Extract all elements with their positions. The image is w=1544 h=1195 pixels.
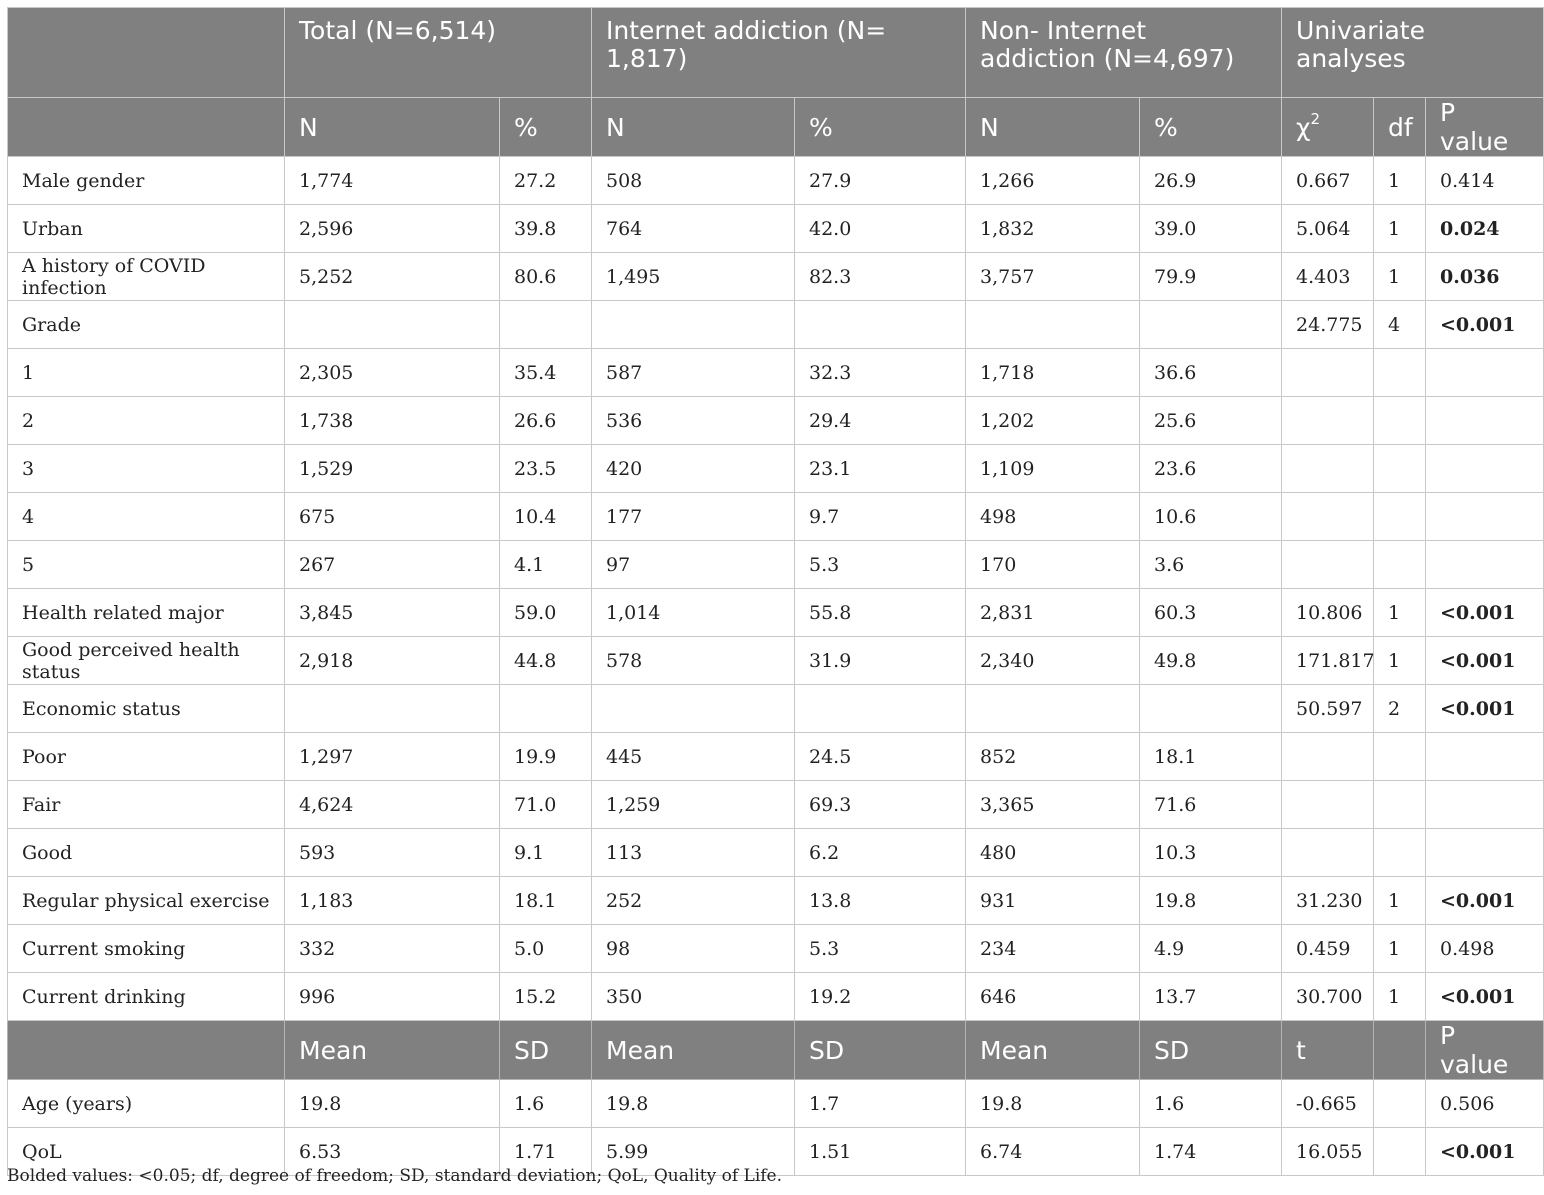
- table-cell: 0.459: [1282, 925, 1374, 973]
- header-univariate: Univariate analyses: [1282, 8, 1544, 98]
- table-cell: 71.6: [1140, 781, 1282, 829]
- subheader-p-value: P value: [1426, 1021, 1544, 1080]
- header-internet-addiction: Internet addiction (N= 1,817): [592, 8, 966, 98]
- table-row: [8, 685, 1544, 733]
- table-footnote: Bolded values: <0.05; df, degree of freedom; SD, standard deviation; QoL, Quality of Life.: [7, 1166, 783, 1186]
- table-cell: 420: [592, 445, 795, 493]
- p-value-cell: [1426, 541, 1544, 589]
- table-cell: 10.3: [1140, 829, 1282, 877]
- table-cell: -0.665: [1282, 1080, 1374, 1128]
- p-value-cell: [1426, 781, 1544, 829]
- table-row: [8, 493, 1544, 541]
- table-body-categorical: [8, 157, 1544, 1021]
- table-row: [8, 829, 1544, 877]
- header-n: N: [966, 98, 1140, 157]
- table-row: [8, 973, 1544, 1021]
- p-value-cell: [1426, 493, 1544, 541]
- table-cell: 1,297: [285, 733, 500, 781]
- table-cell: [966, 685, 1140, 733]
- table-cell: 15.2: [500, 973, 592, 1021]
- table-cell: 1.74: [1140, 1128, 1282, 1176]
- table-row: [8, 349, 1544, 397]
- table-cell: 69.3: [795, 781, 966, 829]
- table-cell: 24.5: [795, 733, 966, 781]
- table-cell: 59.0: [500, 589, 592, 637]
- table-body-continuous: [8, 1021, 1544, 1176]
- table-cell: 1,266: [966, 157, 1140, 205]
- table-cell: 1,259: [592, 781, 795, 829]
- table-cell: [1374, 349, 1426, 397]
- table-cell: 480: [966, 829, 1140, 877]
- characteristics-table: [7, 7, 1544, 1176]
- header-total: Total (N=6,514): [285, 8, 592, 98]
- table-cell: 852: [966, 733, 1140, 781]
- table-cell: 36.6: [1140, 349, 1282, 397]
- table-cell: 19.2: [795, 973, 966, 1021]
- table-cell: 6.74: [966, 1128, 1140, 1176]
- table-cell: 578: [592, 637, 795, 685]
- table-cell: 1,014: [592, 589, 795, 637]
- table-cell: [1282, 541, 1374, 589]
- table-cell: 31.230: [1282, 877, 1374, 925]
- table-row: [8, 589, 1544, 637]
- table-cell: 98: [592, 925, 795, 973]
- table-cell: [1140, 301, 1282, 349]
- row-label: QoL: [8, 1128, 285, 1176]
- table-cell: 80.6: [500, 253, 592, 301]
- table-row: [8, 541, 1544, 589]
- p-value-cell: <0.001: [1426, 685, 1544, 733]
- p-value-cell: [1426, 733, 1544, 781]
- table-cell: 10.6: [1140, 493, 1282, 541]
- chi-symbol: χ: [1296, 112, 1311, 142]
- table-cell: 764: [592, 205, 795, 253]
- p-value-cell: <0.001: [1426, 301, 1544, 349]
- row-label: Age (years): [8, 1080, 285, 1128]
- table-cell: 646: [966, 973, 1140, 1021]
- row-label: Fair: [8, 781, 285, 829]
- header-chi-square: [1282, 98, 1374, 157]
- table-cell: 1.6: [1140, 1080, 1282, 1128]
- p-value-cell: <0.001: [1426, 637, 1544, 685]
- table-cell: 170: [966, 541, 1140, 589]
- table-cell: [1374, 1080, 1426, 1128]
- header-row-groups: [8, 8, 1544, 98]
- p-value-cell: [1426, 445, 1544, 493]
- table-cell: 113: [592, 829, 795, 877]
- subheader-empty: [8, 1021, 285, 1080]
- table-cell: 2,596: [285, 205, 500, 253]
- table-cell: 19.8: [966, 1080, 1140, 1128]
- table-cell: 23.1: [795, 445, 966, 493]
- table-cell: [1282, 349, 1374, 397]
- table-cell: 16.055: [1282, 1128, 1374, 1176]
- table-cell: [795, 301, 966, 349]
- table-cell: 44.8: [500, 637, 592, 685]
- header-n: N: [592, 98, 795, 157]
- row-label: Grade: [8, 301, 285, 349]
- subheader-mean: Mean: [285, 1021, 500, 1080]
- table-cell: 0.667: [1282, 157, 1374, 205]
- p-value-cell: <0.001: [1426, 973, 1544, 1021]
- table-cell: 5.064: [1282, 205, 1374, 253]
- table-cell: 2: [1374, 685, 1426, 733]
- table-cell: 1,183: [285, 877, 500, 925]
- header-empty: [8, 8, 285, 98]
- p-value-cell: <0.001: [1426, 589, 1544, 637]
- table-cell: [1374, 733, 1426, 781]
- table-cell: 9.1: [500, 829, 592, 877]
- row-label: Current drinking: [8, 973, 285, 1021]
- table-cell: 39.0: [1140, 205, 1282, 253]
- row-label: Male gender: [8, 157, 285, 205]
- table-row: [8, 301, 1544, 349]
- table-row: [8, 253, 1544, 301]
- row-label: A history of COVID infection: [8, 253, 285, 301]
- table-cell: [1282, 733, 1374, 781]
- table-cell: [1374, 493, 1426, 541]
- subheader-mean: Mean: [966, 1021, 1140, 1080]
- table-cell: 177: [592, 493, 795, 541]
- table-cell: 13.8: [795, 877, 966, 925]
- table-cell: [1374, 1128, 1426, 1176]
- table-cell: 1,495: [592, 253, 795, 301]
- table-cell: 1: [1374, 925, 1426, 973]
- header-df: df: [1374, 98, 1426, 157]
- table-cell: 1,774: [285, 157, 500, 205]
- table-cell: 35.4: [500, 349, 592, 397]
- table-cell: [1282, 397, 1374, 445]
- header-p-value: P value: [1426, 98, 1544, 157]
- table-cell: 1,529: [285, 445, 500, 493]
- table-cell: 445: [592, 733, 795, 781]
- table-row: [8, 1080, 1544, 1128]
- row-label: Economic status: [8, 685, 285, 733]
- table-cell: 2,340: [966, 637, 1140, 685]
- p-value-cell: 0.036: [1426, 253, 1544, 301]
- table-cell: 1.71: [500, 1128, 592, 1176]
- table-row: [8, 733, 1544, 781]
- table-cell: 25.6: [1140, 397, 1282, 445]
- table-row: [8, 925, 1544, 973]
- table-cell: [795, 685, 966, 733]
- table-cell: 1: [1374, 973, 1426, 1021]
- table-cell: [500, 301, 592, 349]
- table-cell: 234: [966, 925, 1140, 973]
- row-label: 4: [8, 493, 285, 541]
- table-cell: [592, 685, 795, 733]
- table-cell: 252: [592, 877, 795, 925]
- table-cell: 593: [285, 829, 500, 877]
- p-value-cell: 0.498: [1426, 925, 1544, 973]
- p-value-cell: 0.414: [1426, 157, 1544, 205]
- table-cell: 23.6: [1140, 445, 1282, 493]
- table-cell: 267: [285, 541, 500, 589]
- table-cell: 71.0: [500, 781, 592, 829]
- table-cell: 5.3: [795, 541, 966, 589]
- table-cell: 60.3: [1140, 589, 1282, 637]
- table-row: [8, 445, 1544, 493]
- table-cell: 2,831: [966, 589, 1140, 637]
- table-cell: 1.7: [795, 1080, 966, 1128]
- p-value-cell: [1426, 829, 1544, 877]
- table-cell: 1: [1374, 877, 1426, 925]
- row-label: 1: [8, 349, 285, 397]
- table-cell: 1,202: [966, 397, 1140, 445]
- table-cell: 171.817: [1282, 637, 1374, 685]
- table-cell: 996: [285, 973, 500, 1021]
- table-cell: 1,832: [966, 205, 1140, 253]
- table-cell: 5.99: [592, 1128, 795, 1176]
- header-empty-2: [8, 98, 285, 157]
- table-cell: 23.5: [500, 445, 592, 493]
- subheader-mean: Mean: [592, 1021, 795, 1080]
- chi-superscript: 2: [1310, 109, 1321, 128]
- p-value-cell: [1426, 397, 1544, 445]
- row-label: 3: [8, 445, 285, 493]
- table-cell: 1,109: [966, 445, 1140, 493]
- table-cell: 4.403: [1282, 253, 1374, 301]
- table-cell: 19.8: [285, 1080, 500, 1128]
- table-cell: 13.7: [1140, 973, 1282, 1021]
- table-cell: 1.6: [500, 1080, 592, 1128]
- table-cell: 350: [592, 973, 795, 1021]
- p-value-cell: [1426, 349, 1544, 397]
- table-cell: 1,738: [285, 397, 500, 445]
- table-cell: 4.9: [1140, 925, 1282, 973]
- table-cell: [1374, 397, 1426, 445]
- table-cell: 1,718: [966, 349, 1140, 397]
- table-row: [8, 397, 1544, 445]
- table-cell: [500, 685, 592, 733]
- header-non-internet-addiction: Non- Internet addiction (N=4,697): [966, 8, 1282, 98]
- subheader-sd: SD: [1140, 1021, 1282, 1080]
- table-cell: [285, 301, 500, 349]
- table-cell: 19.9: [500, 733, 592, 781]
- table-cell: 1: [1374, 253, 1426, 301]
- table-cell: 27.9: [795, 157, 966, 205]
- table-cell: 10.4: [500, 493, 592, 541]
- header-n: N: [285, 98, 500, 157]
- table-cell: [1374, 829, 1426, 877]
- table-cell: [1282, 445, 1374, 493]
- subheader-sd: SD: [500, 1021, 592, 1080]
- table-cell: 32.3: [795, 349, 966, 397]
- table-cell: 498: [966, 493, 1140, 541]
- table-cell: 42.0: [795, 205, 966, 253]
- table-cell: 1: [1374, 205, 1426, 253]
- row-label: Current smoking: [8, 925, 285, 973]
- table-cell: 1: [1374, 589, 1426, 637]
- table-cell: 508: [592, 157, 795, 205]
- table-row: [8, 637, 1544, 685]
- table-cell: [1282, 781, 1374, 829]
- row-label: Urban: [8, 205, 285, 253]
- header-pct: %: [1140, 98, 1282, 157]
- table-cell: 26.9: [1140, 157, 1282, 205]
- table-row: [8, 877, 1544, 925]
- table-cell: 4.1: [500, 541, 592, 589]
- table-cell: [1282, 493, 1374, 541]
- table-cell: 29.4: [795, 397, 966, 445]
- row-label: Poor: [8, 733, 285, 781]
- table-cell: [1140, 685, 1282, 733]
- subheader-t: t: [1282, 1021, 1374, 1080]
- row-label: Health related major: [8, 589, 285, 637]
- table-cell: 587: [592, 349, 795, 397]
- table-cell: [285, 685, 500, 733]
- table-cell: 50.597: [1282, 685, 1374, 733]
- table-cell: 3,757: [966, 253, 1140, 301]
- table-cell: 24.775: [1282, 301, 1374, 349]
- table-cell: 6.2: [795, 829, 966, 877]
- table-cell: [1282, 829, 1374, 877]
- table-cell: 4: [1374, 301, 1426, 349]
- table-cell: 1.51: [795, 1128, 966, 1176]
- subheader-sd: SD: [795, 1021, 966, 1080]
- table-cell: [1374, 445, 1426, 493]
- table-cell: 2,305: [285, 349, 500, 397]
- table-cell: 97: [592, 541, 795, 589]
- subheader-empty-df: [1374, 1021, 1426, 1080]
- table-cell: 332: [285, 925, 500, 973]
- table-row: [8, 781, 1544, 829]
- header-pct: %: [500, 98, 592, 157]
- table-cell: 5.0: [500, 925, 592, 973]
- table-cell: 79.9: [1140, 253, 1282, 301]
- table-cell: 3.6: [1140, 541, 1282, 589]
- row-label: 5: [8, 541, 285, 589]
- table-cell: 3,365: [966, 781, 1140, 829]
- row-label: Good: [8, 829, 285, 877]
- table-cell: 18.1: [1140, 733, 1282, 781]
- table-cell: 1: [1374, 637, 1426, 685]
- table-cell: 9.7: [795, 493, 966, 541]
- table-cell: 82.3: [795, 253, 966, 301]
- p-value-cell: <0.001: [1426, 877, 1544, 925]
- table-cell: [1374, 781, 1426, 829]
- table-cell: 10.806: [1282, 589, 1374, 637]
- table-cell: [1374, 541, 1426, 589]
- table-cell: 675: [285, 493, 500, 541]
- row-label: Regular physical exercise: [8, 877, 285, 925]
- table-cell: 5.3: [795, 925, 966, 973]
- table-cell: 931: [966, 877, 1140, 925]
- subheader-row-continuous: [8, 1021, 1544, 1080]
- table-row: [8, 157, 1544, 205]
- header-row-sub: [8, 98, 1544, 157]
- p-value-cell: <0.001: [1426, 1128, 1544, 1176]
- table-cell: 39.8: [500, 205, 592, 253]
- row-label: Good perceived health status: [8, 637, 285, 685]
- table-cell: 18.1: [500, 877, 592, 925]
- table-cell: 3,845: [285, 589, 500, 637]
- table-cell: 27.2: [500, 157, 592, 205]
- table-cell: 19.8: [1140, 877, 1282, 925]
- table-cell: [592, 301, 795, 349]
- table-cell: 2,918: [285, 637, 500, 685]
- p-value-cell: 0.506: [1426, 1080, 1544, 1128]
- table-cell: 49.8: [1140, 637, 1282, 685]
- table-cell: 30.700: [1282, 973, 1374, 1021]
- table-cell: 31.9: [795, 637, 966, 685]
- table-row: [8, 205, 1544, 253]
- table-cell: 5,252: [285, 253, 500, 301]
- table-cell: [966, 301, 1140, 349]
- table-cell: 19.8: [592, 1080, 795, 1128]
- table-cell: 26.6: [500, 397, 592, 445]
- row-label: 2: [8, 397, 285, 445]
- table-cell: 4,624: [285, 781, 500, 829]
- table-cell: 6.53: [285, 1128, 500, 1176]
- table-cell: 55.8: [795, 589, 966, 637]
- p-value-cell: 0.024: [1426, 205, 1544, 253]
- table-cell: 536: [592, 397, 795, 445]
- table-cell: 1: [1374, 157, 1426, 205]
- header-pct: %: [795, 98, 966, 157]
